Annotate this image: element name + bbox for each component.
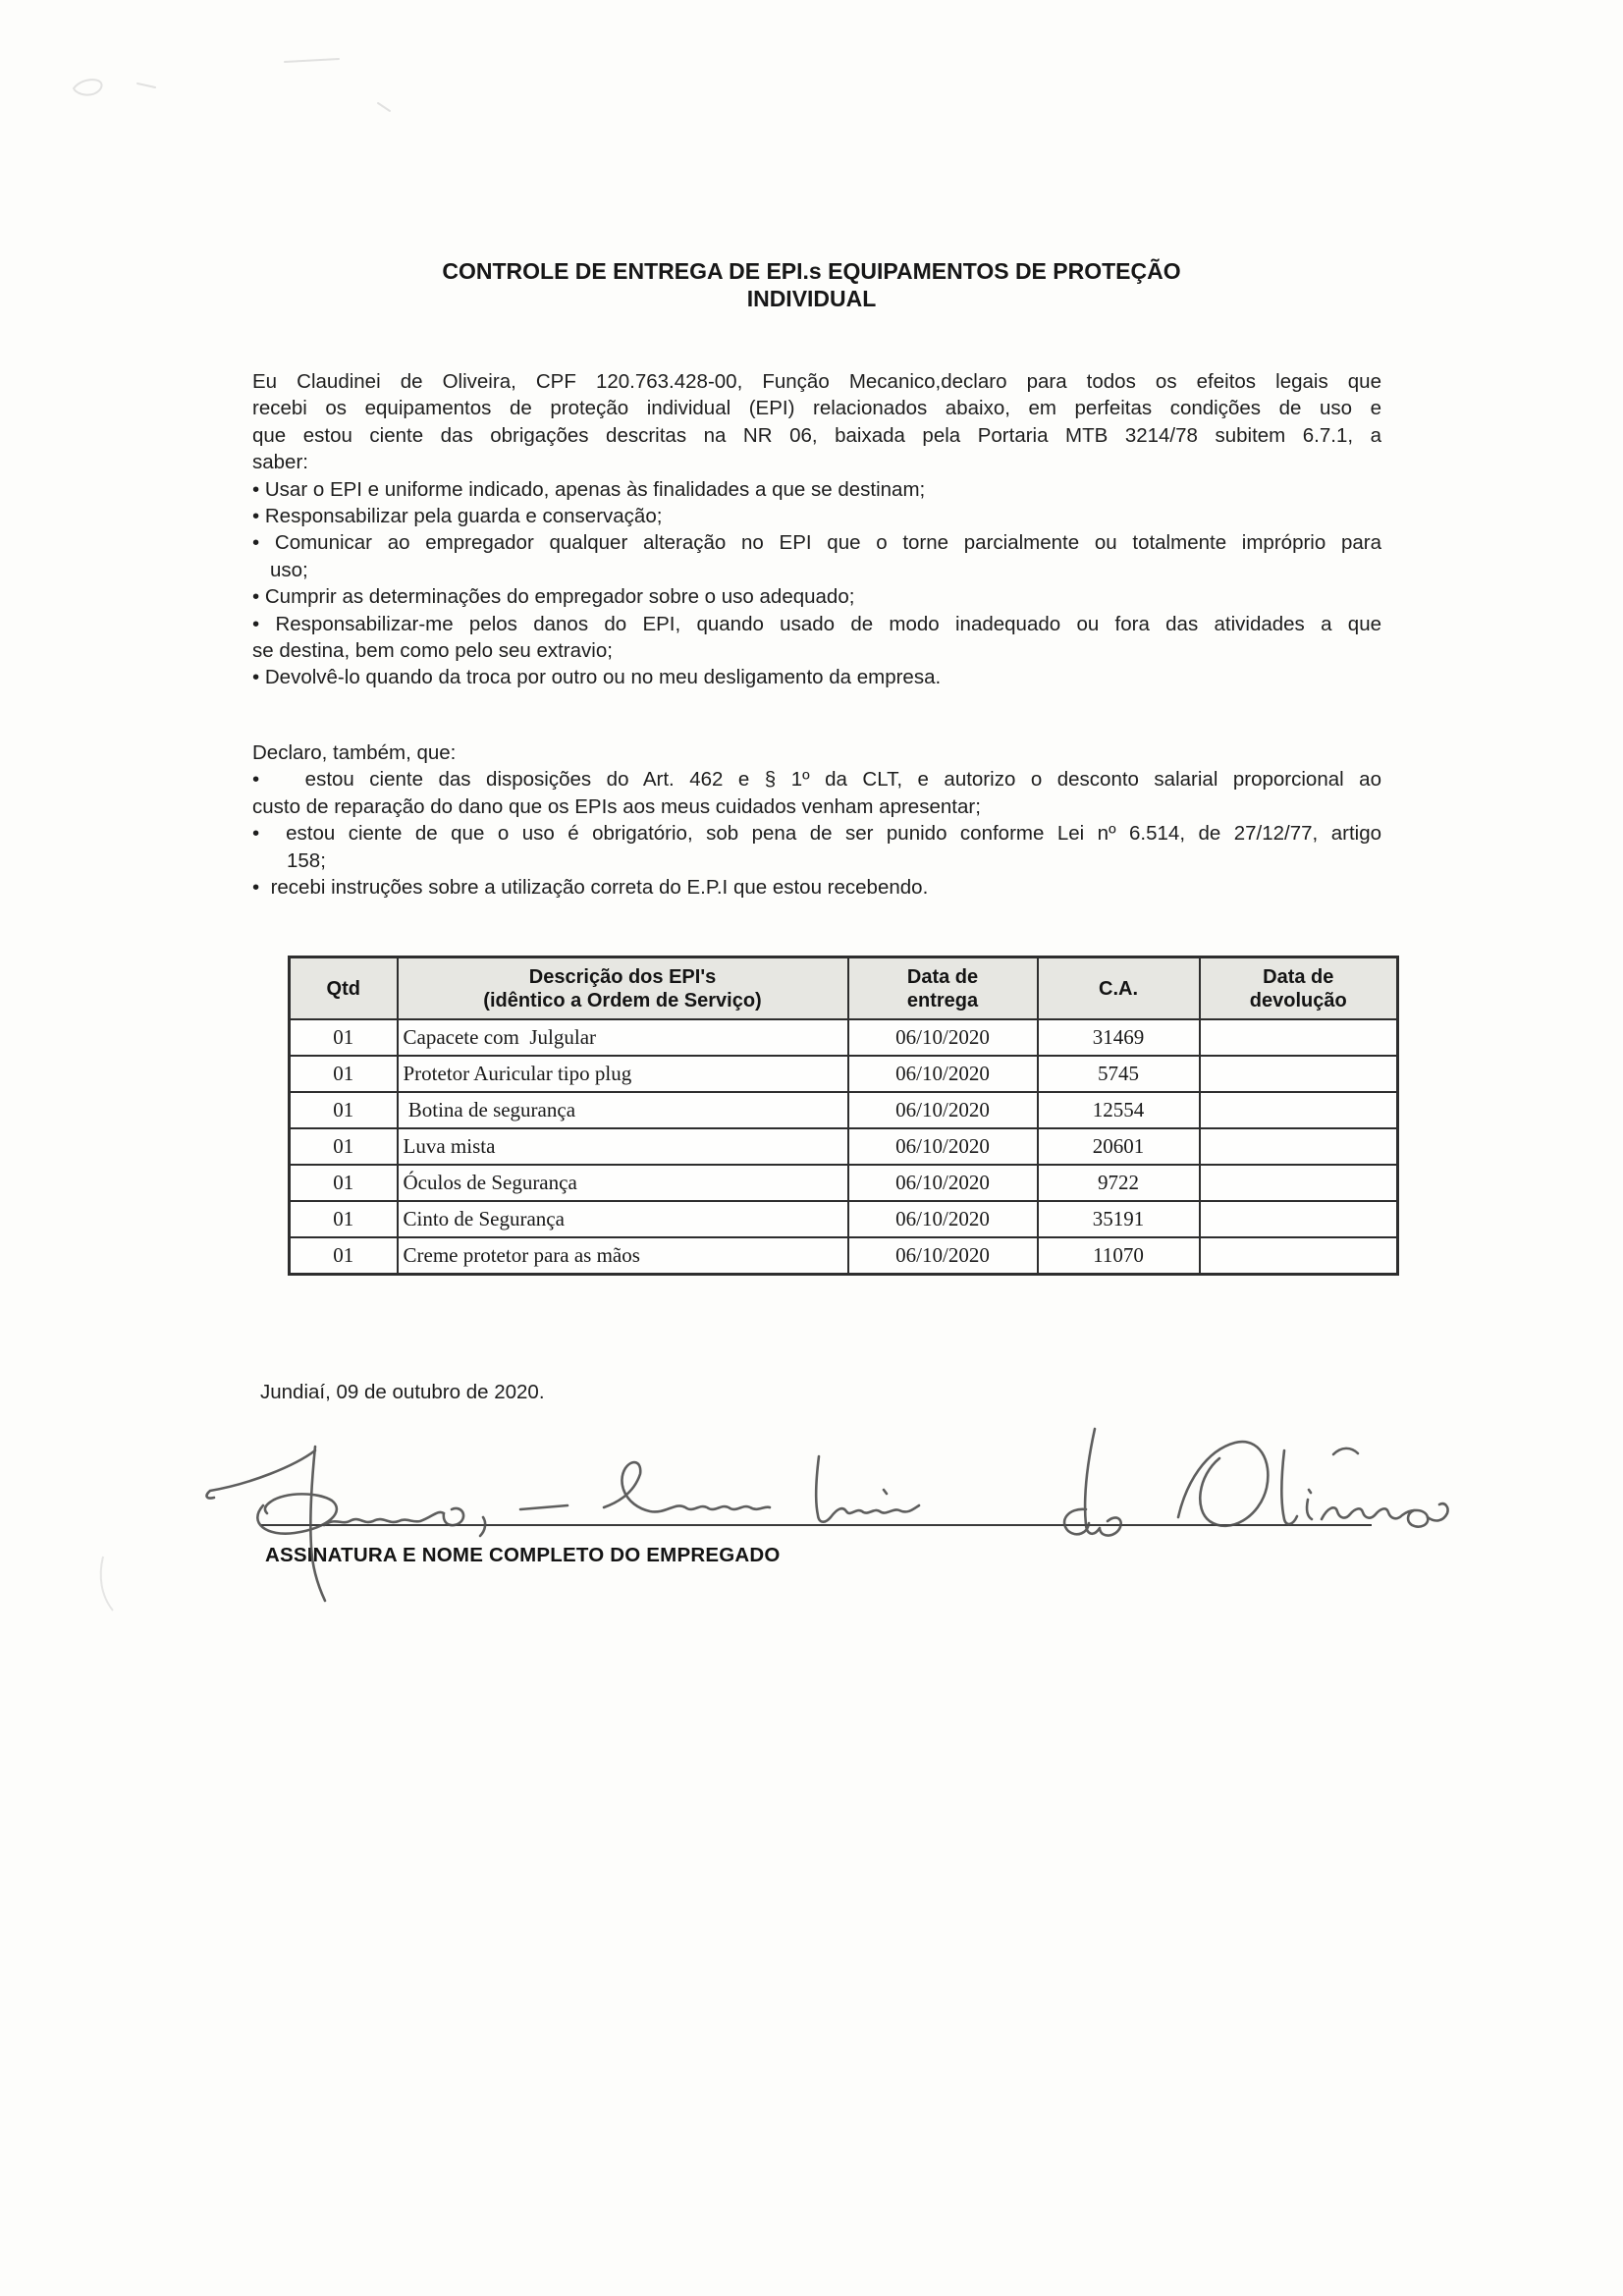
cell-data-entrega: 06/10/2020 bbox=[848, 1019, 1038, 1056]
epi-table-row bbox=[290, 1092, 1398, 1128]
handwritten-signature bbox=[196, 1399, 1463, 1611]
epi-table-row bbox=[290, 1237, 1398, 1275]
title-line-1: CONTROLE DE ENTREGA DE EPI.s EQUIPAMENTOS DE PROTEÇÃO bbox=[442, 258, 1181, 284]
header-line-2: (idêntico a Ordem de Serviço) bbox=[483, 989, 762, 1011]
cell-data-entrega: 06/10/2020 bbox=[848, 1237, 1038, 1275]
header-line-1: Descrição dos EPI's bbox=[528, 965, 717, 988]
epi-table-header-row bbox=[290, 957, 1398, 1020]
header-cell bbox=[290, 957, 398, 1020]
cell-data-devolucao bbox=[1200, 1092, 1398, 1128]
cell-descricao: Cinto de Segurança bbox=[398, 1201, 848, 1237]
cell-data-entrega: 06/10/2020 bbox=[848, 1201, 1038, 1237]
cell-ca: 35191 bbox=[1038, 1201, 1200, 1237]
epi-table bbox=[288, 956, 1399, 1276]
header-line-1: Qtd bbox=[326, 977, 360, 1000]
text-line: • Usar o EPI e uniforme indicado, apenas às finalidades a que se destinam; bbox=[252, 477, 926, 501]
cell-qtd: 01 bbox=[290, 1237, 398, 1275]
scan-artifact-mark bbox=[83, 1517, 182, 1615]
cell-ca: 9722 bbox=[1038, 1165, 1200, 1201]
text-line: 158; bbox=[287, 848, 326, 872]
cell-data-devolucao bbox=[1200, 1019, 1398, 1056]
cell-descricao: Capacete com Julgular bbox=[398, 1019, 848, 1056]
cell-data-devolucao bbox=[1200, 1201, 1398, 1237]
header-cell bbox=[1038, 957, 1200, 1020]
epi-table-row bbox=[290, 1201, 1398, 1237]
cell-data-entrega: 06/10/2020 bbox=[848, 1128, 1038, 1165]
cell-descricao: Luva mista bbox=[398, 1128, 848, 1165]
text-line: • Responsabilizar-me pelos danos do EPI, quando usado de modo inadequado ou fora das atividades a que bbox=[252, 612, 1381, 635]
text-line: recebi os equipamentos de proteção individual (EPI) relacionados abaixo, em perfeitas condições de uso e bbox=[252, 397, 1381, 420]
text-line: • Responsabilizar pela guarda e conservação; bbox=[252, 504, 663, 527]
text-line: se destina, bem como pelo seu extravio; bbox=[252, 638, 613, 662]
cell-ca: 5745 bbox=[1038, 1056, 1200, 1092]
cell-qtd: 01 bbox=[290, 1165, 398, 1201]
cell-qtd: 01 bbox=[290, 1019, 398, 1056]
epi-table-row bbox=[290, 1056, 1398, 1092]
signature-label: ASSINATURA E NOME COMPLETO DO EMPREGADO bbox=[265, 1544, 781, 1566]
header-cell bbox=[398, 957, 848, 1020]
scan-artifact-marks bbox=[39, 44, 432, 123]
header-cell bbox=[848, 957, 1038, 1020]
epi-table-row bbox=[290, 1128, 1398, 1165]
text-line: • Cumprir as determinações do empregador sobre o uso adequado; bbox=[252, 585, 855, 609]
cell-descricao: Protetor Auricular tipo plug bbox=[398, 1056, 848, 1092]
header-cell bbox=[1200, 957, 1398, 1020]
cell-qtd: 01 bbox=[290, 1128, 398, 1165]
text-line: saber: bbox=[252, 451, 308, 474]
declaration-paragraph bbox=[252, 739, 1381, 901]
cell-qtd: 01 bbox=[290, 1056, 398, 1092]
text-line: custo de reparação do dano que os EPIs aos meus cuidados venham apresentar; bbox=[252, 794, 981, 818]
cell-descricao: Creme protetor para as mãos bbox=[398, 1237, 848, 1275]
cell-ca: 31469 bbox=[1038, 1019, 1200, 1056]
cell-ca: 12554 bbox=[1038, 1092, 1200, 1128]
epi-table-body bbox=[290, 1019, 1398, 1275]
city-date-line: Jundiaí, 09 de outubro de 2020. bbox=[260, 1381, 545, 1403]
document-title bbox=[0, 257, 1623, 312]
cell-data-entrega: 06/10/2020 bbox=[848, 1056, 1038, 1092]
cell-qtd: 01 bbox=[290, 1201, 398, 1237]
header-line-2: devolução bbox=[1249, 989, 1347, 1011]
cell-data-devolucao bbox=[1200, 1165, 1398, 1201]
text-line: • estou ciente das disposições do Art. 462 e § 1º da CLT, e autorizo o desconto salarial proporcional ao bbox=[252, 768, 1381, 792]
text-line: • estou ciente de que o uso é obrigatório, sob pena de ser punido conforme Lei nº 6.514, de 27/12/77, artigo bbox=[252, 822, 1381, 846]
epi-table-row bbox=[290, 1019, 1398, 1056]
title-line-2: INDIVIDUAL bbox=[746, 286, 877, 311]
epi-table-row bbox=[290, 1165, 1398, 1201]
intro-paragraph bbox=[252, 368, 1381, 691]
header-line-1: Data de bbox=[1263, 965, 1334, 988]
text-line: • Comunicar ao empregador qualquer alteração no EPI que o torne parcialmente ou totalmente impróprio para bbox=[252, 531, 1381, 555]
cell-data-devolucao bbox=[1200, 1128, 1398, 1165]
cell-ca: 11070 bbox=[1038, 1237, 1200, 1275]
cell-data-devolucao bbox=[1200, 1056, 1398, 1092]
epi-table-head bbox=[290, 957, 1398, 1020]
text-line: uso; bbox=[270, 558, 308, 581]
cell-data-entrega: 06/10/2020 bbox=[848, 1165, 1038, 1201]
cell-descricao: Botina de segurança bbox=[398, 1092, 848, 1128]
text-line: Eu Claudinei de Oliveira, CPF 120.763.428-00, Função Mecanico,declaro para todos os efeitos legais que bbox=[252, 370, 1381, 393]
text-line: Declaro, também, que: bbox=[252, 741, 457, 764]
text-line: • Devolvê-lo quando da troca por outro ou no meu desligamento da empresa. bbox=[252, 666, 942, 689]
cell-qtd: 01 bbox=[290, 1092, 398, 1128]
cell-descricao: Óculos de Segurança bbox=[398, 1165, 848, 1201]
cell-ca: 20601 bbox=[1038, 1128, 1200, 1165]
cell-data-devolucao bbox=[1200, 1237, 1398, 1275]
text-line: • recebi instruções sobre a utilização correta do E.P.I que estou recebendo. bbox=[252, 875, 929, 899]
text-line: que estou ciente das obrigações descritas na NR 06, baixada pela Portaria MTB 3214/78 subitem 6.7.1, a bbox=[252, 423, 1381, 447]
cell-data-entrega: 06/10/2020 bbox=[848, 1092, 1038, 1128]
header-line-1: Data de bbox=[906, 965, 979, 988]
header-line-2: entrega bbox=[906, 989, 979, 1011]
header-line-1: C.A. bbox=[1099, 977, 1138, 1000]
